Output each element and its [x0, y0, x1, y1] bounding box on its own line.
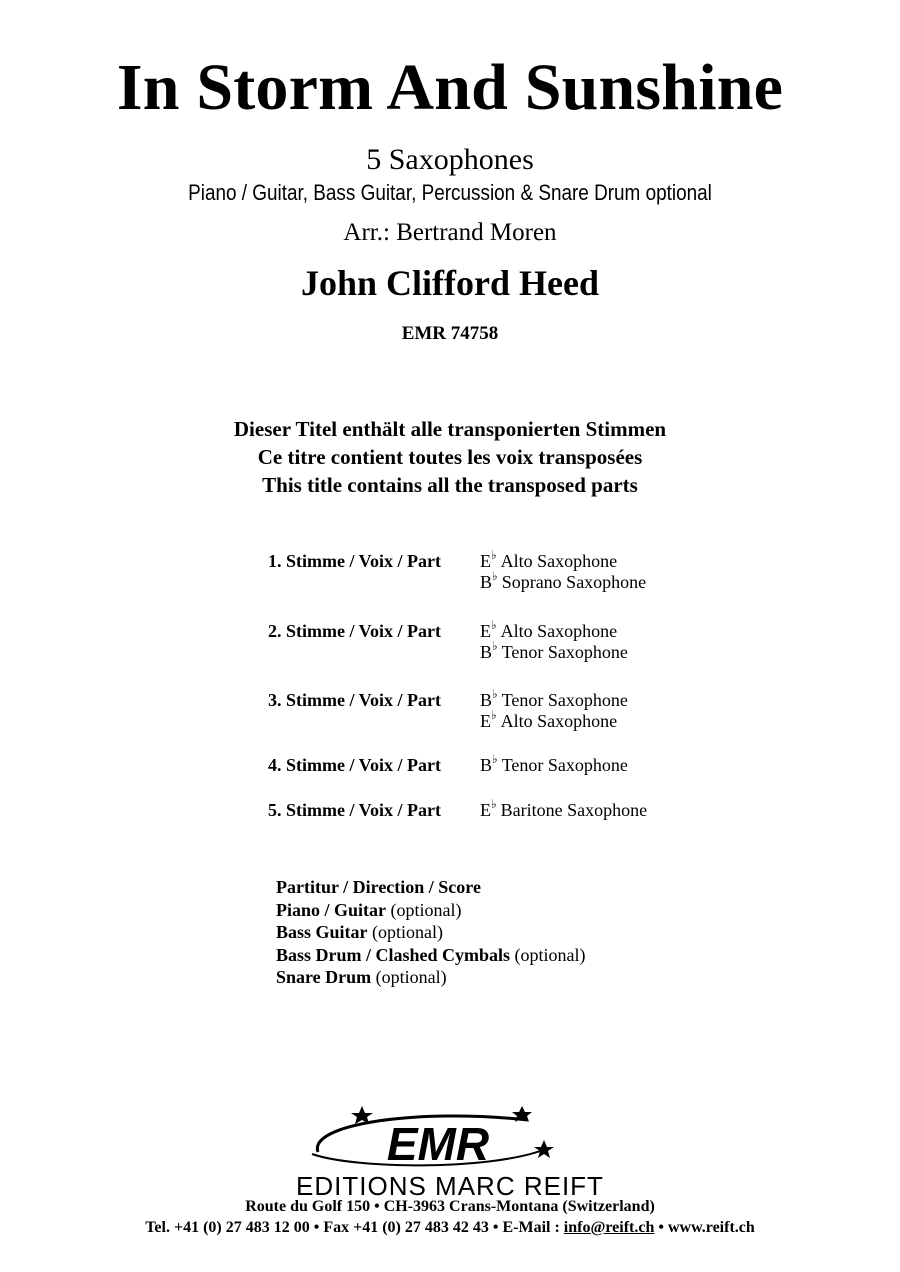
key-letter: B — [480, 690, 493, 710]
extra-part-name: Bass Drum / Clashed Cymbals — [276, 944, 511, 965]
flat-sign: ♭ — [491, 548, 497, 562]
extra-part-note: (optional) — [375, 967, 447, 988]
extra-part-piano-guitar — [276, 899, 586, 922]
composer-name: John Clifford Heed — [300, 263, 599, 303]
extra-part-note: (optional) — [372, 922, 443, 943]
key-letter: E — [480, 711, 491, 731]
instrument-line — [480, 708, 628, 733]
instrument-line — [480, 752, 628, 777]
instrument-line — [480, 687, 628, 712]
flat-sign: ♭ — [491, 708, 497, 722]
extra-part-name: Partitur / Direction / Score — [276, 877, 481, 897]
part-instruments — [480, 548, 647, 594]
key-letter: E — [480, 551, 491, 571]
instrument-name: Alto Saxophone — [500, 551, 618, 571]
extra-part-note: (optional) — [514, 944, 586, 965]
part-label: 2. Stimme / Voix / Part — [268, 621, 441, 641]
part-instruments — [480, 687, 628, 733]
extra-part-name: Snare Drum — [276, 967, 372, 988]
key-letter: B — [480, 642, 493, 662]
instrument-name: Tenor Saxophone — [501, 755, 628, 775]
instrument-name: Alto Saxophone — [500, 621, 618, 641]
extra-part-bass-drum — [276, 944, 586, 967]
transposed-parts-notice — [0, 415, 900, 499]
arranger-credit: Arr.: Bertrand Moren — [343, 219, 557, 246]
catalog-number: EMR 74758 — [401, 323, 499, 344]
flat-sign: ♭ — [491, 797, 497, 811]
part-label: 4. Stimme / Voix / Part — [268, 755, 441, 775]
instrumentation-line: Piano / Guitar, Bass Guitar, Percussion & Snare Drum optional — [188, 180, 712, 205]
notice-english: This title contains all the transposed parts — [262, 473, 638, 497]
flat-sign: ♭ — [492, 569, 498, 583]
additional-parts-list — [276, 876, 586, 989]
part-label: 3. Stimme / Voix / Part — [268, 690, 441, 710]
emr-logo — [298, 1104, 568, 1176]
flat-sign: ♭ — [492, 687, 498, 701]
instrument-line — [480, 639, 628, 664]
part-label: 1. Stimme / Voix / Part — [268, 551, 441, 571]
flat-sign: ♭ — [492, 639, 498, 653]
notice-german: Dieser Titel enthält alle transponierten Stimmen — [233, 417, 667, 441]
publisher-contact — [0, 1219, 900, 1237]
extra-part-score — [276, 876, 586, 899]
instrument-name: Tenor Saxophone — [501, 642, 628, 662]
instrument-line — [480, 548, 646, 573]
extra-part-bass-guitar — [276, 921, 586, 944]
part-instruments — [480, 618, 628, 664]
ensemble-subtitle: 5 Saxophones — [366, 143, 534, 176]
instrument-line — [480, 618, 628, 643]
logo-text: EMR — [386, 1118, 490, 1170]
extra-part-name: Bass Guitar — [276, 922, 368, 943]
contact-phone-fax: Tel. +41 (0) 27 483 12 00 • Fax +41 (0) 27 483 42 43 • E-Mail : — [145, 1219, 564, 1236]
contact-website: • www.reift.ch — [654, 1219, 755, 1236]
email-link[interactable]: info@reift.ch — [563, 1219, 655, 1236]
key-letter: B — [480, 572, 493, 592]
score-title: In Storm And Sunshine — [116, 51, 784, 124]
part-label: 5. Stimme / Voix / Part — [268, 800, 441, 820]
key-letter: E — [480, 621, 491, 641]
publisher-name: EDITIONS MARC REIFT — [296, 1171, 604, 1201]
flat-sign: ♭ — [491, 618, 497, 632]
notice-french: Ce titre contient toutes les voix transposées — [257, 445, 643, 469]
instrument-name: Soprano Saxophone — [501, 572, 647, 592]
extra-part-snare-drum — [276, 966, 586, 989]
logo-star-right-bottom — [534, 1140, 554, 1158]
key-letter: B — [480, 755, 493, 775]
instrument-line — [480, 797, 648, 822]
instrument-line — [480, 569, 647, 594]
instrument-name: Alto Saxophone — [500, 711, 618, 731]
instrument-name: Baritone Saxophone — [500, 800, 648, 820]
extra-part-name: Piano / Guitar — [276, 899, 387, 920]
extra-part-note: (optional) — [390, 899, 462, 920]
instrument-name: Tenor Saxophone — [501, 690, 628, 710]
publisher-address: Route du Golf 150 • CH-3963 Crans-Montana (Switzerland) — [245, 1198, 655, 1215]
flat-sign: ♭ — [492, 752, 498, 766]
key-letter: E — [480, 800, 491, 820]
part-instruments — [480, 752, 628, 777]
part-instruments — [480, 797, 648, 822]
